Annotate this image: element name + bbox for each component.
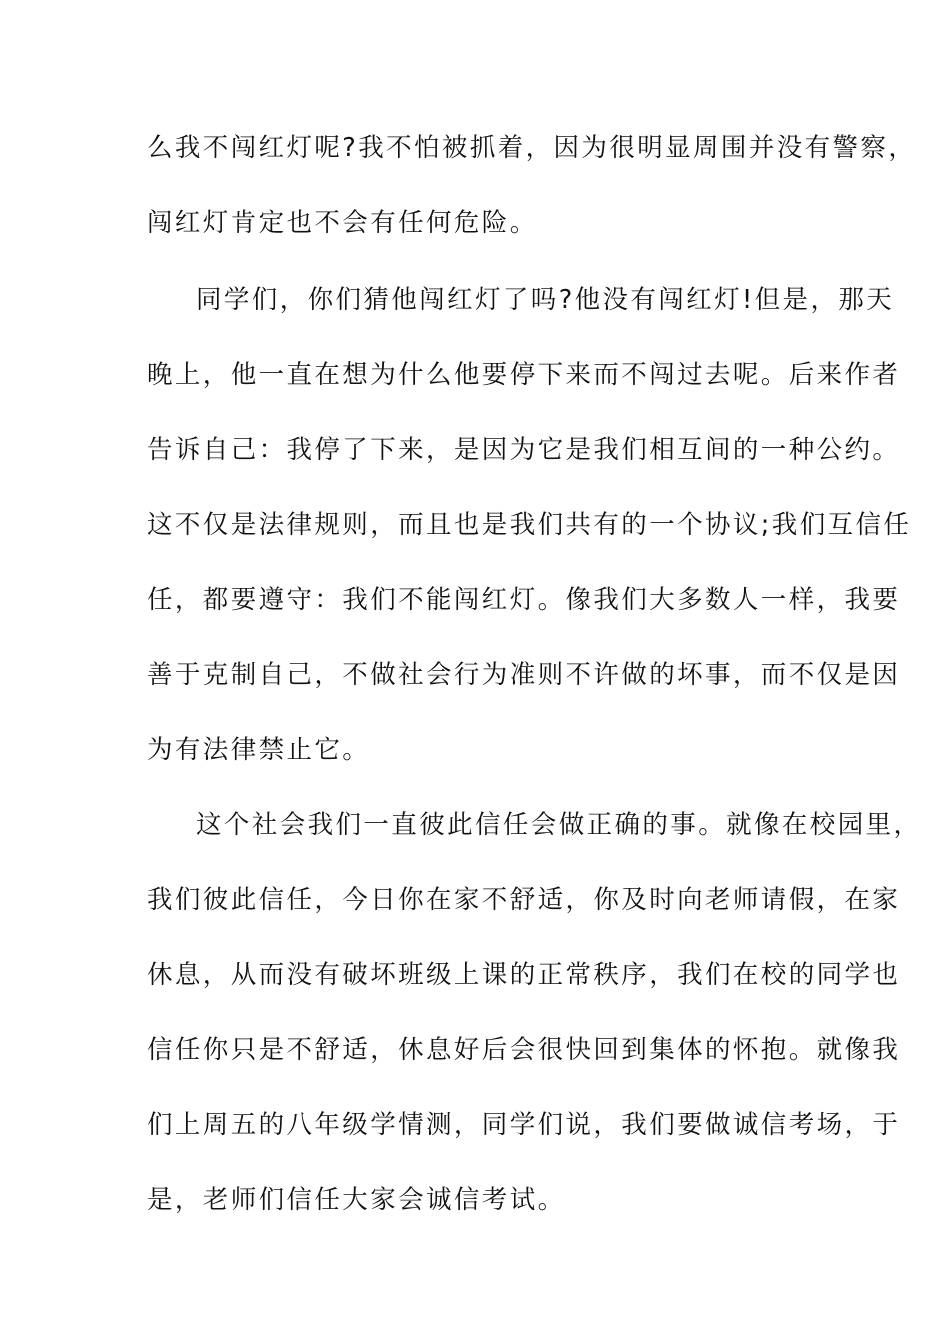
paragraph-2-line-7: 为有法律禁止它。 <box>147 735 371 765</box>
paragraph-2-line-4: 这不仅是法律规则，而且也是我们共有的一个协议;我们互信任 <box>147 510 912 540</box>
paragraph-1-line-1: 么我不闯红灯呢?我不怕被抓着，因为很明显周围并没有警察， <box>147 133 917 163</box>
paragraph-3-line-5: 们上周五的八年级学情测，同学们说，我们要做诚信考场，于 <box>147 1110 901 1140</box>
paragraph-2-line-1: 同学们，你们猜他闯红灯了吗?他没有闯红灯!但是，那天 <box>196 285 895 315</box>
paragraph-3-line-3: 休息，从而没有破坏班级上课的正常秩序，我们在校的同学也 <box>147 960 901 990</box>
paragraph-2-line-3: 告诉自己：我停了下来，是因为它是我们相互间的一种公约。 <box>147 435 901 465</box>
paragraph-2-line-2: 晚上，他一直在想为什么他要停下来而不闯过去呢。后来作者 <box>147 360 901 390</box>
paragraph-1-line-2: 闯红灯肯定也不会有任何危险。 <box>147 208 538 238</box>
paragraph-3-line-1: 这个社会我们一直彼此信任会做正确的事。就像在校园里， <box>196 810 922 840</box>
paragraph-2-line-5: 任，都要遵守：我们不能闯红灯。像我们大多数人一样，我要 <box>147 585 901 615</box>
paragraph-3-line-2: 我们彼此信任，今日你在家不舒适，你及时向老师请假，在家 <box>147 885 901 915</box>
paragraph-3-line-6: 是，老师们信任大家会诚信考试。 <box>147 1185 566 1215</box>
paragraph-3-line-4: 信任你只是不舒适，休息好后会很快回到集体的怀抱。就像我 <box>147 1035 901 1065</box>
paragraph-2-line-6: 善于克制自己，不做社会行为准则不许做的坏事，而不仅是因 <box>147 660 901 690</box>
